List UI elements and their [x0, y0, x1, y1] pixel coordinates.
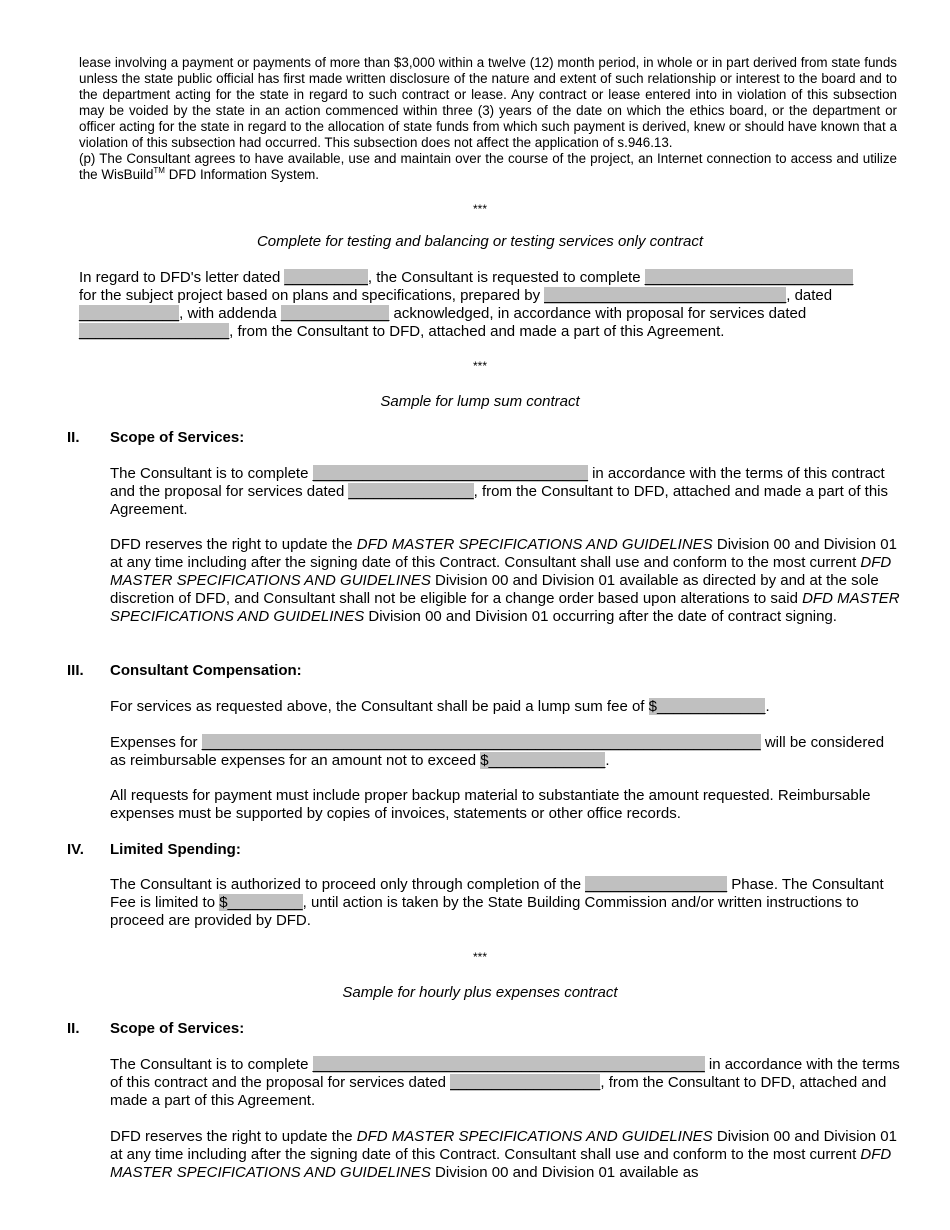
- lump-expenses-paragraph: Expenses for ___________________________________________________________________ will be considered as reimbursable expenses for an amount not to exceed $______________.: [110, 734, 885, 769]
- phase-field[interactable]: _________________: [585, 876, 728, 893]
- separator-2: ***: [472, 359, 487, 373]
- lump-limited-heading: Limited Spending:: [110, 841, 241, 858]
- expenses-limit-field[interactable]: $______________: [480, 752, 606, 769]
- lump-fee-field[interactable]: $_____________: [648, 698, 766, 715]
- addenda-field[interactable]: _____________: [280, 305, 390, 322]
- testing-paragraph: In regard to DFD's letter dated __________, the Consultant is requested to complete _________________________ for the subject project based on plans and specifications, prepared by _____________________________, dated ____________, with addenda _____________ acknowledged, in accordance with proposal for services dated __________________, from the Consultant to DFD, attached and made a part of this Agreement.: [79, 269, 854, 340]
- hourly-scope-heading: Scope of Services:: [110, 1020, 245, 1037]
- hourly-scope-number: II.: [67, 1020, 80, 1037]
- expenses-for-field[interactable]: ___________________________________________________________________: [201, 734, 761, 751]
- prepared-by-field[interactable]: _____________________________: [544, 287, 787, 304]
- lump-scope-number: II.: [67, 429, 80, 446]
- hourly-dfd-paragraph: DFD reserves the right to update the DFD MASTER SPECIFICATIONS AND GUIDELINES Division 00 and Division 01 at any time including after the signing date of this Contract. Consultant shall use and conform to the most current DFD MASTER SPECIFICATIONS AND GUIDELINES Division 00 and Division 01 available as: [110, 1128, 897, 1181]
- hourly-section-title: Sample for hourly plus expenses contract: [342, 984, 618, 1001]
- lump-limited-paragraph: The Consultant is authorized to proceed only through completion of the _________________ Phase. The Consultant Fee is limited to $_________, until action is taken by the State Building Commission and/or written instructions to proceed are provided by DFD.: [110, 876, 884, 929]
- lump-scope-field[interactable]: _________________________________: [312, 465, 588, 482]
- intro-paragraph-2: (p) The Consultant agrees to have available, use and maintain over the course of the project, an Internet connection to access and utilize the WisBuild™ DFD Information System.: [79, 151, 897, 182]
- letter-date-field[interactable]: __________: [284, 269, 368, 286]
- plans-date-field[interactable]: ____________: [79, 305, 180, 322]
- intro-text: [79, 55, 897, 183]
- intro-paragraph-1: lease involving a payment or payments of more than $3,000 within a twelve (12) month period, in whole or in part derived from state funds unless the state public official has first made written disclosure of the nature and extent of such relationship or interest to the board and to the department acting for the state in regard to such contract or lease. Any contract or lease entered into in violation of this subsection may be voided by the state in an action commenced within three (3) years of the date on which the ethics board, or the department or officer acting for the state in regard to the allocation of state funds from which such payment is derived, knew or should have known that a violation of this subsection had occurred. This subsection does not affect the application of s.946.13.: [79, 55, 897, 150]
- lump-comp-number: III.: [67, 662, 84, 679]
- lump-scope-paragraph: The Consultant is to complete _________________________________ in accordance with the terms of this contract and the proposal for services dated _______________, from the Consultant to DFD, attached and made a part of this Agreement.: [110, 465, 889, 518]
- hourly-proposal-date-field[interactable]: __________________: [450, 1074, 601, 1091]
- lump-proposal-date-field[interactable]: _______________: [348, 483, 474, 500]
- testing-section-title: Complete for testing and balancing or testing services only contract: [256, 233, 704, 250]
- proposal-date-field[interactable]: __________________: [79, 323, 230, 340]
- trademark-mark: TM: [153, 166, 165, 175]
- fee-limit-field[interactable]: $_________: [219, 894, 303, 911]
- lump-sum-section-title: Sample for lump sum contract: [380, 393, 580, 410]
- separator-1: ***: [472, 202, 487, 216]
- lump-limited-number: IV.: [67, 841, 84, 858]
- lump-fee-paragraph: For services as requested above, the Consultant shall be paid a lump sum fee of $_____________.: [110, 698, 770, 715]
- hourly-scope-paragraph: The Consultant is to complete _______________________________________________ in accordance with the terms of this contract and the proposal for services dated __________________, from the Consultant to DFD, attached and made a part of this Agreement.: [110, 1056, 900, 1109]
- separator-3: ***: [472, 950, 487, 964]
- lump-comp-heading: Consultant Compensation:: [110, 662, 302, 679]
- service-complete-field[interactable]: _________________________: [644, 269, 854, 286]
- lump-dfd-paragraph: DFD reserves the right to update the DFD MASTER SPECIFICATIONS AND GUIDELINES Division 00 and Division 01 at any time including after the signing date of this Contract. Consultant shall use and conform to the most current DFD MASTER SPECIFICATIONS AND GUIDELINES Division 00 and Division 01 available as directed by and at the sole discretion of DFD, and Consultant shall not be eligible for a change order based upon alterations to said DFD MASTER SPECIFICATIONS AND GUIDELINES Division 00 and Division 01 occurring after the date of contract signing.: [110, 536, 900, 625]
- hourly-scope-field[interactable]: _______________________________________________: [312, 1056, 705, 1073]
- lump-scope-heading: Scope of Services:: [110, 429, 245, 446]
- lump-requests-paragraph: All requests for payment must include proper backup material to substantiate the amount requested. Reimbursable expenses must be supported by copies of invoices, statements or other office records.: [110, 787, 871, 822]
